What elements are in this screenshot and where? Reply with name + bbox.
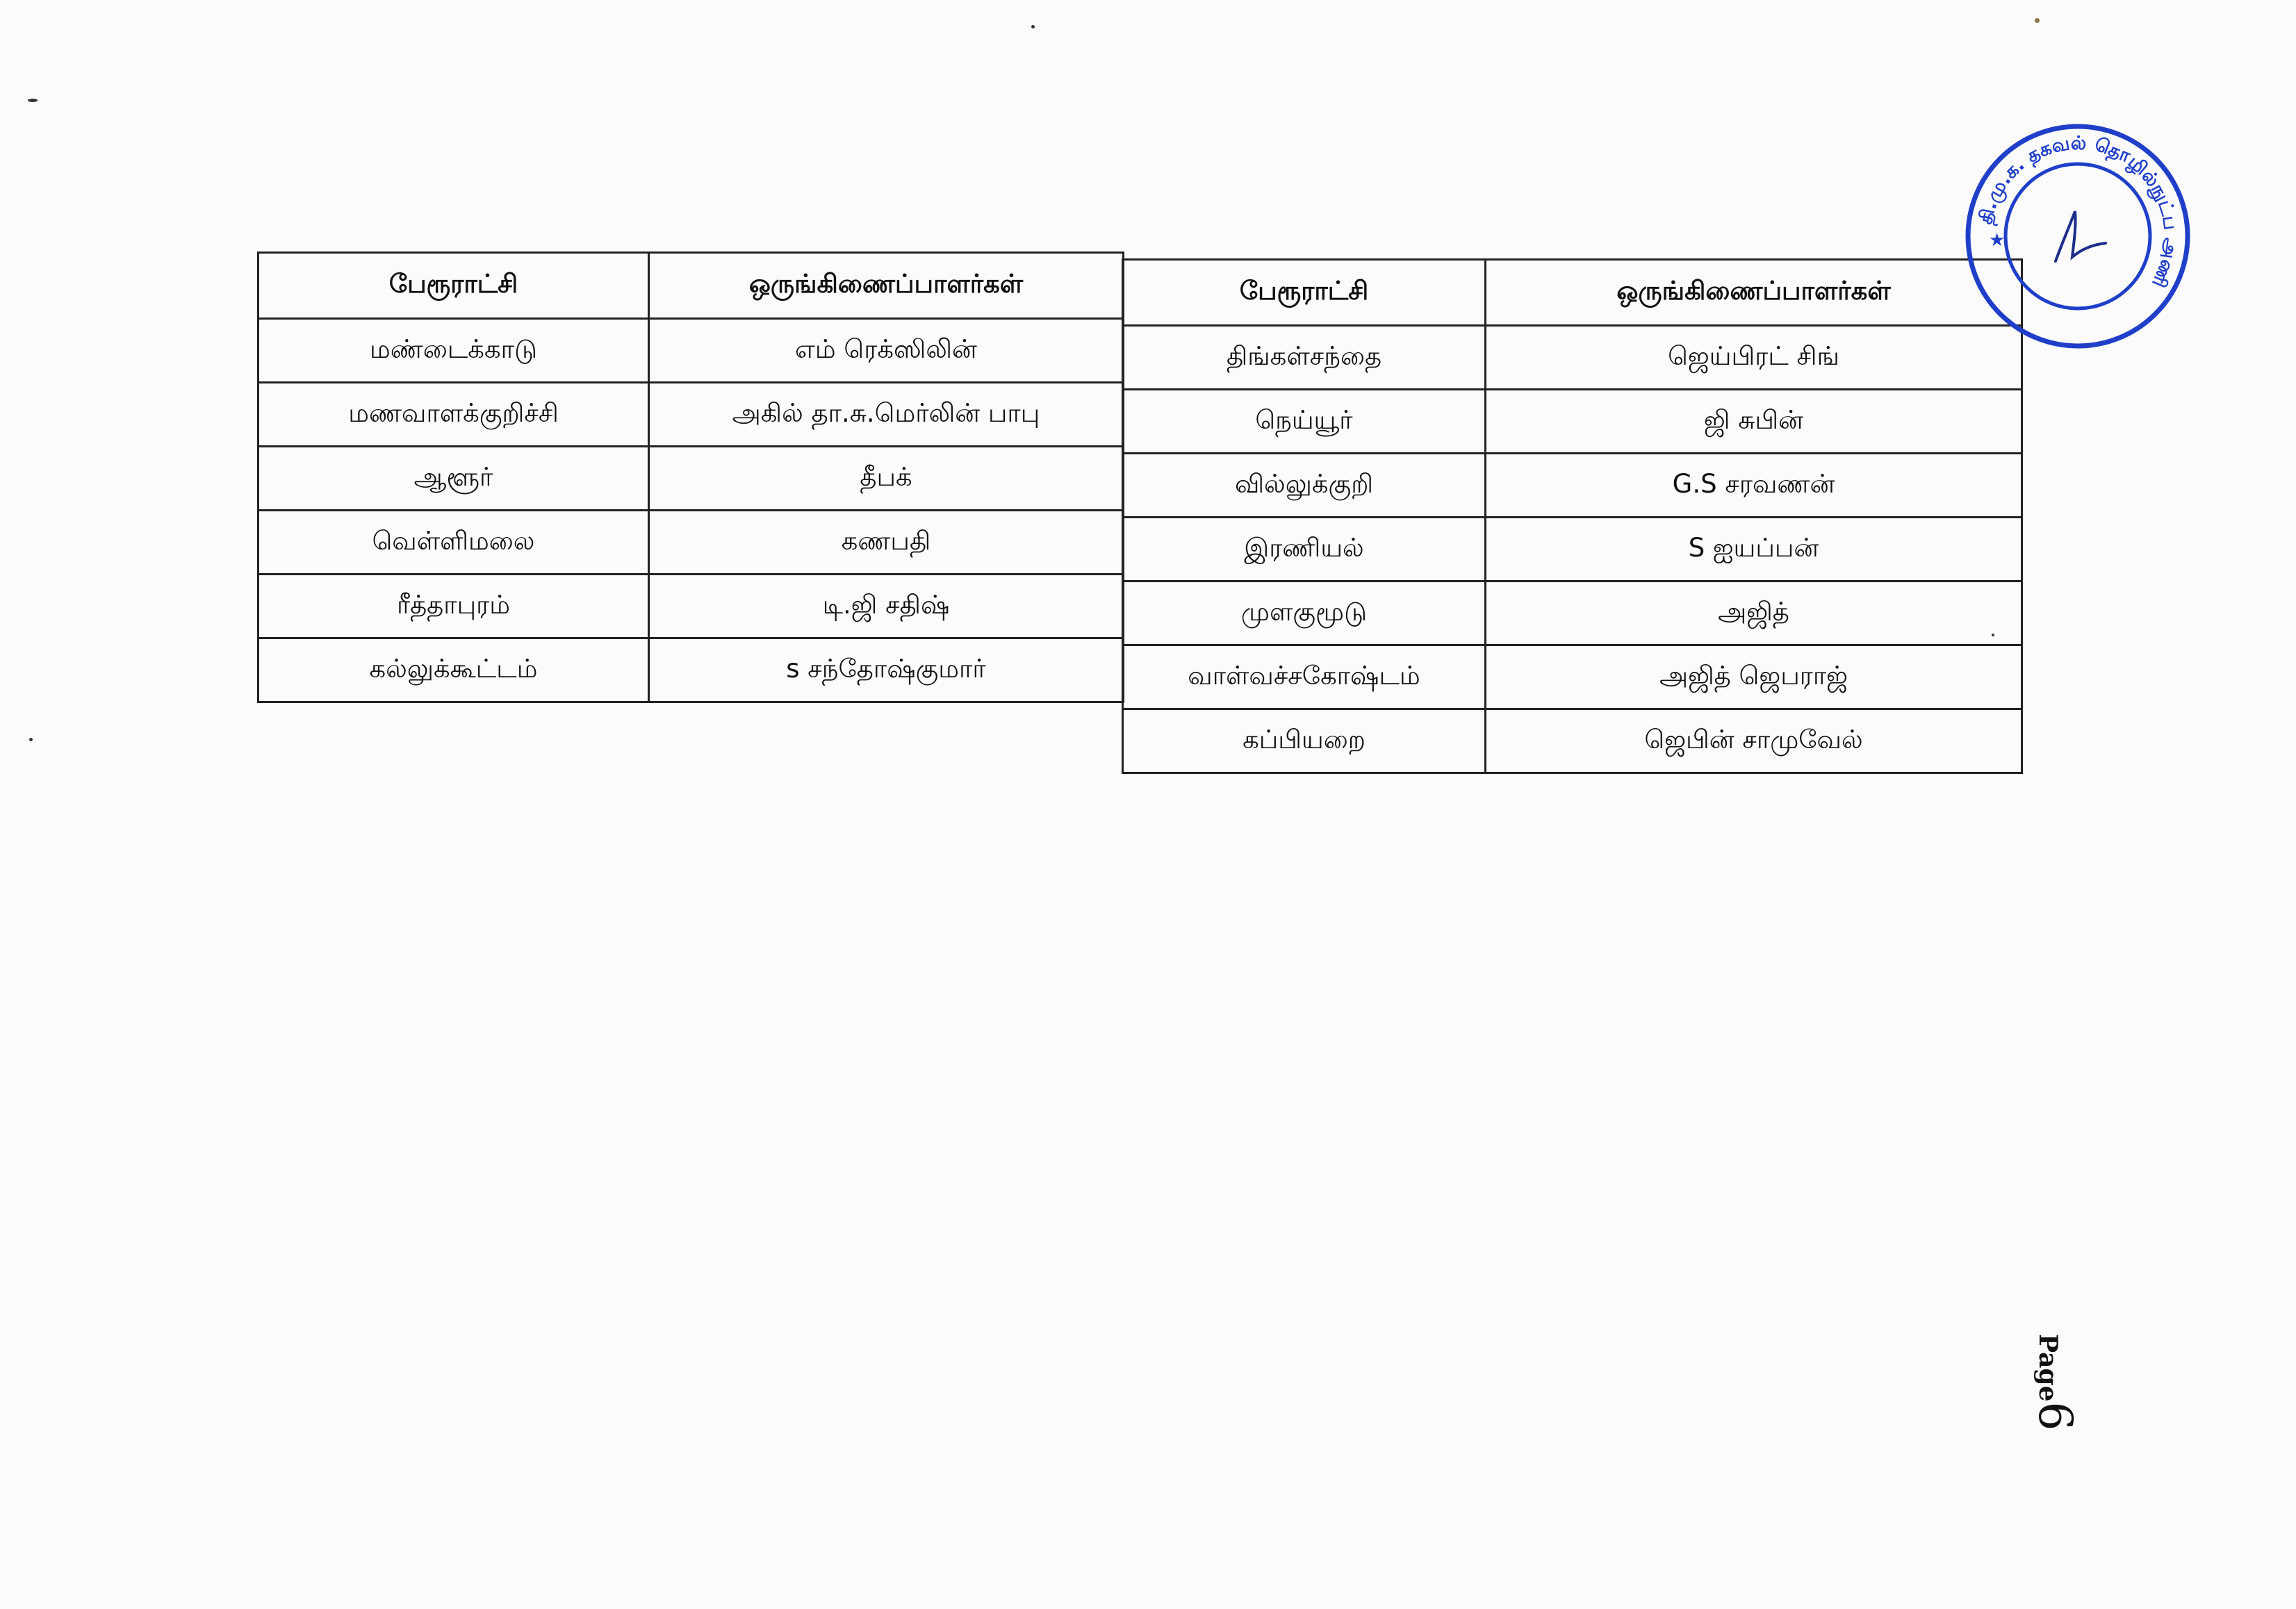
table-row	[259, 383, 1124, 447]
table-row	[259, 447, 1124, 511]
scan-speck	[28, 99, 38, 102]
coordinator-cell: S ஐயப்பன்	[1486, 518, 2022, 581]
town-cell: முளகுமூடு	[1123, 581, 1486, 645]
town-cell: நெய்யூர்	[1123, 390, 1486, 454]
header-town-panchayat: பேரூராட்சி	[1123, 260, 1486, 326]
coordinator-cell: எம் ரெக்ஸிலின்	[649, 319, 1124, 383]
town-cell: கப்பியறை	[1123, 709, 1486, 773]
page-number-value: 6	[2028, 1401, 2082, 1431]
coordinator-cell: ஜெபின் சாமுவேல்	[1486, 709, 2022, 773]
town-cell: இரணியல்	[1123, 518, 1486, 581]
signature-mark	[2056, 211, 2106, 261]
header-coordinators: ஒருங்கிணைப்பாளர்கள்	[649, 253, 1124, 319]
town-cell: வெள்ளிமலை	[259, 511, 649, 575]
coordinators-table-left	[257, 251, 1124, 703]
scan-speck	[29, 738, 33, 741]
town-cell: மணவாளக்குறிச்சி	[259, 383, 649, 447]
table-row	[259, 575, 1124, 638]
coordinator-cell: அஜித் ஜெபராஜ்	[1486, 645, 2022, 709]
table-row	[259, 319, 1124, 383]
table-row	[259, 638, 1124, 702]
table-row	[1123, 518, 2022, 581]
coordinator-cell: கணபதி	[649, 511, 1124, 575]
star-icon: ★	[1989, 230, 2006, 251]
scan-speck	[1992, 634, 1994, 636]
coordinator-cell: தீபக்	[649, 447, 1124, 511]
coordinator-cell: s சந்தோஷ்குமார்	[649, 638, 1124, 702]
coordinator-cell: G.S சரவணன்	[1486, 454, 2022, 518]
table-row	[1123, 645, 2022, 709]
coordinator-cell: அகில் தா.சு.மெர்லின் பாபு	[649, 383, 1124, 447]
header-coordinators: ஒருங்கிணைப்பாளர்கள்	[1486, 260, 2022, 326]
town-cell: ரீத்தாபுரம்	[259, 575, 649, 638]
table-row	[1123, 390, 2022, 454]
page-number	[2028, 1334, 2082, 1431]
table-header-row	[259, 253, 1124, 319]
scan-speck	[2035, 18, 2040, 23]
town-cell: வில்லுக்குறி	[1123, 454, 1486, 518]
town-cell: ஆளூர்	[259, 447, 649, 511]
seal-lettering: தி.மு.க. தகவல் தொழில்நுட்ப அணி	[1975, 132, 2182, 291]
coordinators-table-right	[1122, 258, 2023, 774]
header-town-panchayat: பேரூராட்சி	[259, 253, 649, 319]
table-row	[1123, 326, 2022, 390]
coordinator-cell: அஜித்	[1486, 581, 2022, 645]
town-cell: கல்லுக்கூட்டம்	[259, 638, 649, 702]
coordinator-cell: டி.ஜி சதிஷ்	[649, 575, 1124, 638]
page-label: Page	[2033, 1334, 2063, 1402]
town-cell: திங்கள்சந்தை	[1123, 326, 1486, 390]
town-cell: வாள்வச்சகோஷ்டம்	[1123, 645, 1486, 709]
coordinator-cell: ஜெய்பிரட் சிங்	[1486, 326, 2022, 390]
table-header-row	[1123, 260, 2022, 326]
town-cell: மண்டைக்காடு	[259, 319, 649, 383]
table-row	[259, 511, 1124, 575]
seal-inner-ring	[2006, 164, 2150, 308]
coordinator-cell: ஜி சுபின்	[1486, 390, 2022, 454]
table-row	[1123, 709, 2022, 773]
table-row	[1123, 454, 2022, 518]
organization-seal-stamp	[1964, 122, 2192, 350]
scan-speck	[1031, 25, 1035, 28]
table-row	[1123, 581, 2022, 645]
